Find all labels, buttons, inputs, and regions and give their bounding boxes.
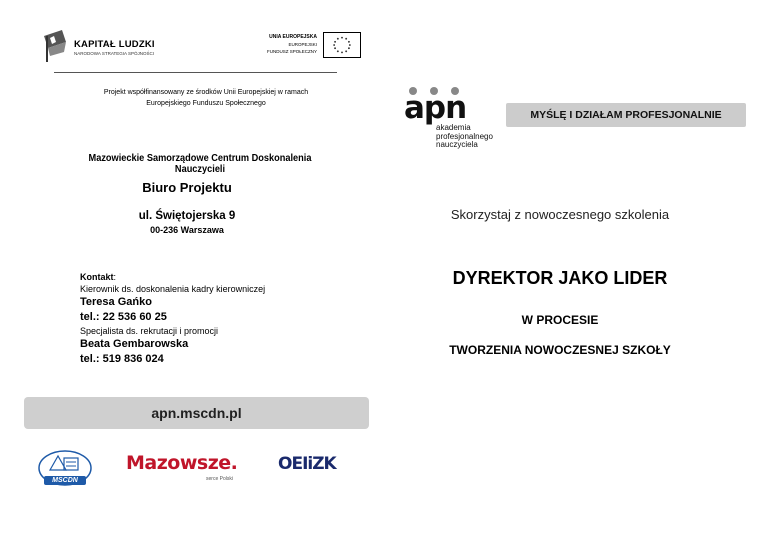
header-divider	[54, 72, 337, 73]
kapital-ludzki-subtitle: NARODOWA STRATEGIA SPÓJNOŚCI	[74, 51, 155, 56]
kapital-ludzki-logo	[44, 30, 154, 64]
motto-bar	[506, 103, 746, 127]
cofinancing-note	[90, 87, 322, 109]
cofinancing-line1: Projekt współfinansowany ze środków Unii Europejskiej w ramach	[103, 89, 309, 96]
course-title: DYREKTOR JAKO LIDER	[452, 268, 668, 288]
cofinancing-line2: Europejskiego Funduszu Społecznego	[146, 100, 266, 107]
postal-address: 00-236 Warszawa	[150, 225, 224, 235]
eu-line2: EUROPEJSKI	[288, 42, 317, 47]
contact-name-2: Beata Gembarowska	[80, 338, 189, 350]
eu-text	[267, 33, 317, 55]
website-bar	[24, 397, 369, 429]
mscdn-label: MSCDN	[52, 477, 78, 484]
website-link[interactable]: apn.mscdn.pl	[151, 405, 242, 421]
oeiizk-logo: OEIiZK	[278, 454, 336, 474]
mazowsze-wordmark: Mazowsze.	[126, 452, 238, 474]
eu-line3: FUNDUSZ SPOŁECZNY	[266, 49, 317, 54]
mazowsze-logo	[126, 452, 246, 486]
mscdn-logo	[36, 448, 94, 488]
contact-role-2: Specjalista ds. rekrutacji i promocji	[80, 326, 219, 336]
contact-label: Kontakt	[80, 272, 114, 282]
course-title-line3: TWORZENIA NOWOCZESNEJ SZKOŁY	[449, 343, 671, 357]
course-title-line2: W PROCESIE	[521, 313, 599, 327]
project-office: Biuro Projektu	[142, 180, 232, 195]
apn-sub-2: profesjonalnego	[436, 131, 493, 141]
contact-block	[80, 271, 360, 367]
street-address: ul. Świętojerska 9	[138, 210, 236, 222]
apn-sub-1: akademia	[436, 123, 471, 132]
contact-heading: Kontakt:	[80, 272, 117, 282]
apn-sub-3: nauczyciela	[436, 140, 478, 149]
mazowsze-tagline: serce Polski	[206, 476, 233, 482]
contact-phone-2[interactable]: tel.: 519 836 024	[80, 353, 164, 365]
contact-role-1: Kierownik ds. doskonalenia kadry kierowniczej	[80, 284, 266, 294]
course-invite: Skorzystaj z nowoczesnego szkolenia	[450, 207, 670, 222]
organization-name: Mazowieckie Samorządowe Centrum Doskonalenia Nauczycieli	[88, 153, 312, 175]
eu-line1: UNIA EUROPEJSKA	[269, 34, 317, 40]
eu-flag-icon	[323, 32, 361, 58]
contact-name-1: Teresa Gańko	[80, 296, 152, 308]
contact-phone-1[interactable]: tel.: 22 536 60 25	[80, 311, 167, 323]
apn-logo	[404, 86, 504, 150]
apn-wordmark: apn	[404, 90, 467, 126]
apn-subtitle	[436, 124, 493, 150]
motto-text: MYŚLĘ I DZIAŁAM PROFESJONALNIE	[530, 109, 722, 121]
kapital-ludzki-title: KAPITAŁ LUDZKI	[74, 39, 155, 50]
kapital-ludzki-emblem-icon	[44, 30, 66, 62]
eu-logo	[246, 32, 361, 60]
